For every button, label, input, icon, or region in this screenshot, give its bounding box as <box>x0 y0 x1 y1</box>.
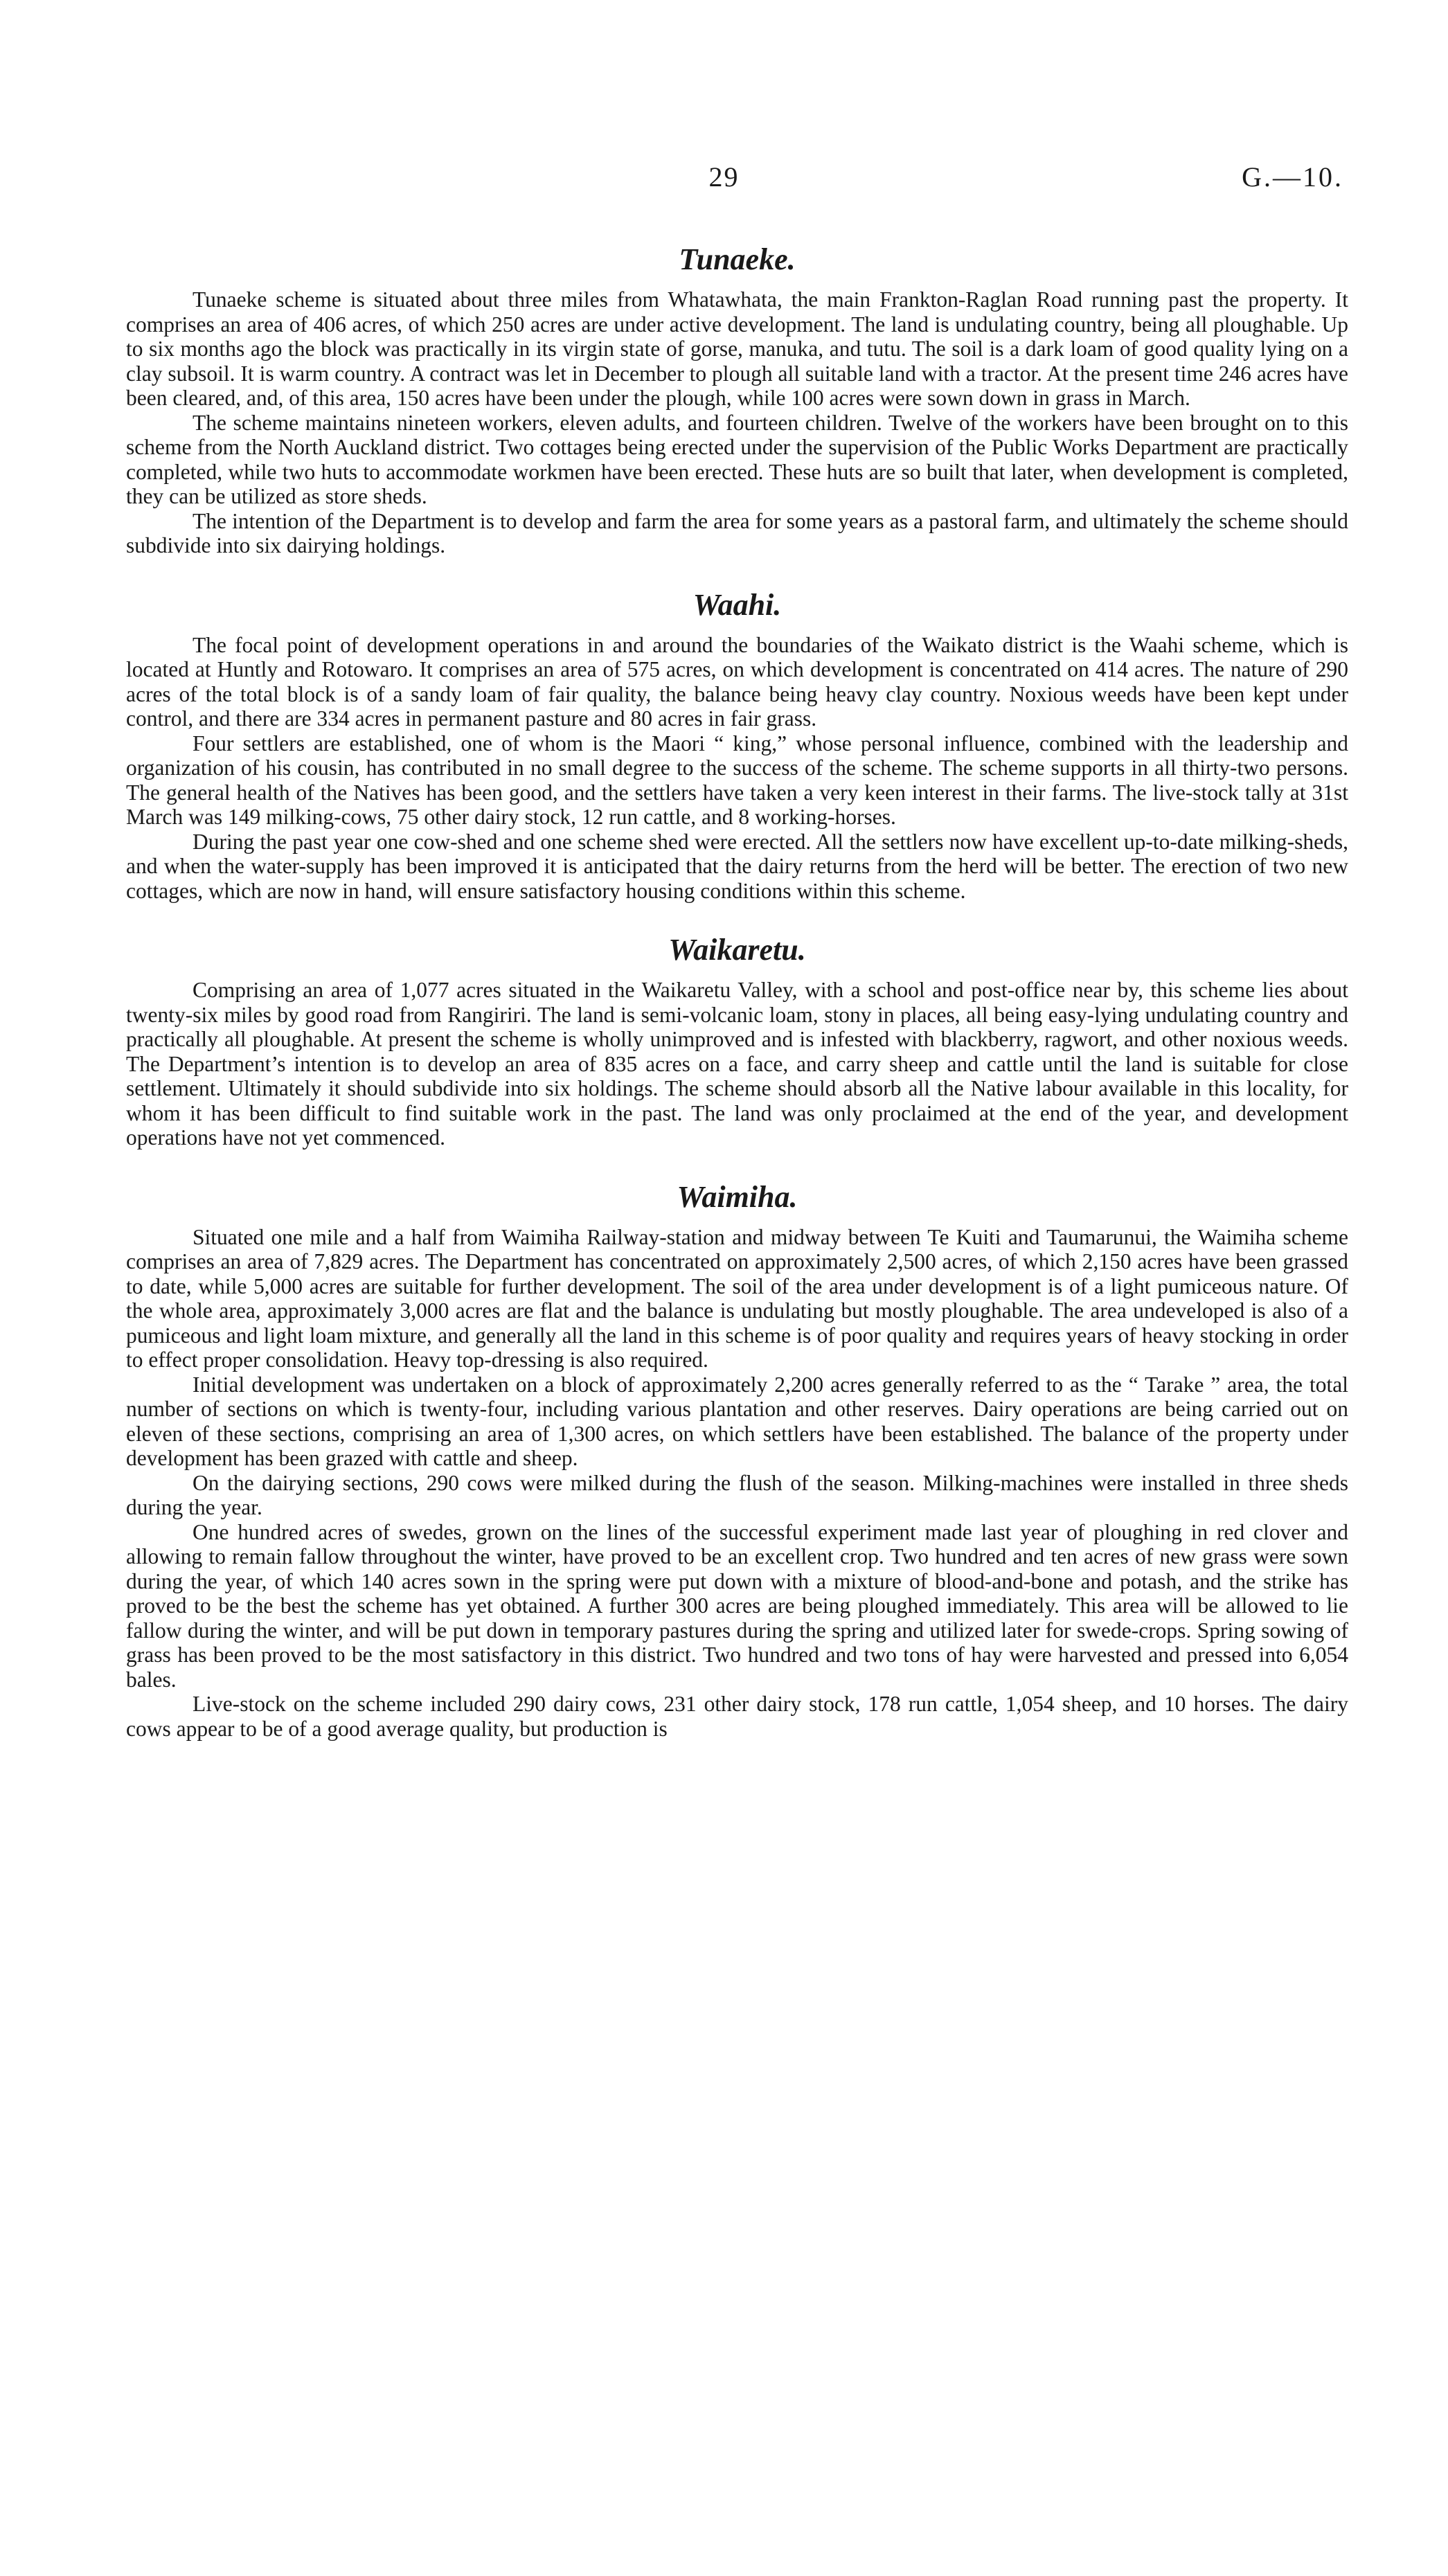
section-waikaretu <box>126 929 1348 1150</box>
paragraph: Initial development was undertaken on a block of approximately 2,200 acres generally referred to as the “ Tarake ” area, the total number of sections on which is twenty-four, including various plantation and other reserves. Dairy operations are being carried out on eleven of these sections, comprising an area of 1,300 acres, on which settlers have been established. The balance of the property under development has been grazed with cattle and sheep. <box>126 1372 1348 1470</box>
section-title: Waahi. <box>692 587 782 622</box>
section-waimiha <box>126 1177 1348 1742</box>
page-number: 29 <box>708 161 740 193</box>
paragraph: One hundred acres of swedes, grown on the lines of the successful experiment made last year of ploughing in red clover and allowing to remain fallow throughout the winter, have proved to be an excellent crop. Two hundred and ten acres of new grass were sown during the year, of which 140 acres sown in the spring were put down with a mixture of blood-and-bone and potash, and the strike has proved to be the best the scheme has yet obtained. A further 300 acres are being ploughed immediately. This area will be allowed to lie fallow during the winter, and will be put down in temporary pastures during the spring and utilized later for swede-crops. Spring sowing of grass has been proved to be the most satisfactory in this district. Two hundred and two tons of hay were harvested and pressed into 6,054 bales. <box>126 1519 1348 1692</box>
section-tunaeke <box>126 239 1348 558</box>
paragraph: Live-stock on the scheme included 290 dairy cows, 231 other dairy stock, 178 run cattle, 1,054 sheep, and 10 horses. The dairy cows appear to be of a good average quality, but production is <box>126 1692 1348 1741</box>
section-title: Waikaretu. <box>668 933 806 967</box>
paragraph: Tunaeke scheme is situated about three miles from Whatawhata, the main Frankton-Raglan Road running past the property. It comprises an area of 406 acres, of which 250 acres are under active development. The land is undulating country, being all ploughable. Up to six months ago the block was practically in its virgin state of gorse, manuka, and tutu. The soil is a dark loam of good quality lying on a clay subsoil. It is warm country. A contract was let in December to plough all suitable land with a tractor. At the present time 246 acres have been cleared, and, of this area, 150 acres have been under the plough, while 100 acres were sown down in grass in March. <box>126 287 1348 410</box>
page-body <box>126 239 1348 1741</box>
paragraph: The scheme maintains nineteen workers, eleven adults, and fourteen children. Twelve of the workers have been brought on to this scheme from the North Auckland district. Two cottages being erected under the supervision of the Public Works Department are practically completed, while two huts to accommodate workmen have been erected. These huts are so built that later, when development is completed, they can be utilized as store sheds. <box>126 410 1348 508</box>
paragraph: The intention of the Department is to develop and farm the area for some years as a pastoral farm, and ultimately the scheme should subdivide into six dairying holdings. <box>126 508 1348 557</box>
section-title: Waimiha. <box>677 1179 798 1214</box>
paragraph: The focal point of development operations in and around the boundaries of the Waikato district is the Waahi scheme, which is located at Huntly and Rotowaro. It comprises an area of 575 acres, on which development is concentrated on 414 acres. The nature of 290 acres of the total block is of a sandy loam of fair quality, the balance being heavy clay country. Noxious weeds have been kept under control, and there are 334 acres in permanent pasture and 80 acres in fair grass. <box>126 632 1348 731</box>
document-reference: G.—10. <box>1242 161 1343 193</box>
section-waahi <box>126 584 1348 904</box>
paragraph: On the dairying sections, 290 cows were milked during the flush of the season. Milking-machines were installed in three sheds during the year. <box>126 1470 1348 1519</box>
section-title: Tunaeke. <box>679 242 796 276</box>
paragraph: During the past year one cow-shed and one scheme shed were erected. All the settlers now have excellent up-to-date milking-sheds, and when the water-supply has been improved it is anticipated that the dairy returns from the herd will be better. The erection of two new cottages, which are now in hand, will ensure satisfactory housing conditions within this scheme. <box>126 829 1348 903</box>
paragraph: Comprising an area of 1,077 acres situated in the Waikaretu Valley, with a school and post-office near by, this scheme lies about twenty-six miles by good road from Rangiriri. The land is semi-volcanic loam, stony in places, all being easy-lying undulating country and practically all ploughable. At present the scheme is wholly unimproved and is infested with blackberry, ragwort, and other noxious weeds. The Department’s intention is to develop an area of 835 acres on a face, and carry sheep and cattle until the land is suitable for close settlement. Ultimately it should subdivide into six holdings. The scheme should absorb all the Native labour available in this locality, for whom it has been difficult to find suitable work in the past. The land was only proclaimed at the end of the year, and development operations have not yet commenced. <box>126 978 1348 1150</box>
paragraph: Situated one mile and a half from Waimiha Railway-station and midway between Te Kuiti and Taumarunui, the Waimiha scheme comprises an area of 7,829 acres. The Department has concentrated on approximately 2,500 acres, of which 2,150 acres have been grassed to date, while 5,000 acres are suitable for further development. The soil of the area under development is of a light pumiceous nature. Of the whole area, approximately 3,000 acres are flat and the balance is undulating but mostly ploughable. The area undeveloped is also of a pumiceous and light loam mixture, and generally all the land in this scheme is of poor quality and requires years of heavy stocking in order to effect proper consolidation. Heavy top-dressing is also required. <box>126 1224 1348 1372</box>
paragraph: Four settlers are established, one of whom is the Maori “ king,” whose personal influence, combined with the leadership and organization of his cousin, has contributed in no small degree to the success of the scheme. The scheme supports in all thirty-two persons. The general health of the Natives has been good, and the settlers have taken a very keen interest in their farms. The live-stock tally at 31st March was 149 milking-cows, 75 other dairy stock, 12 run cattle, and 8 working-horses. <box>126 731 1348 829</box>
